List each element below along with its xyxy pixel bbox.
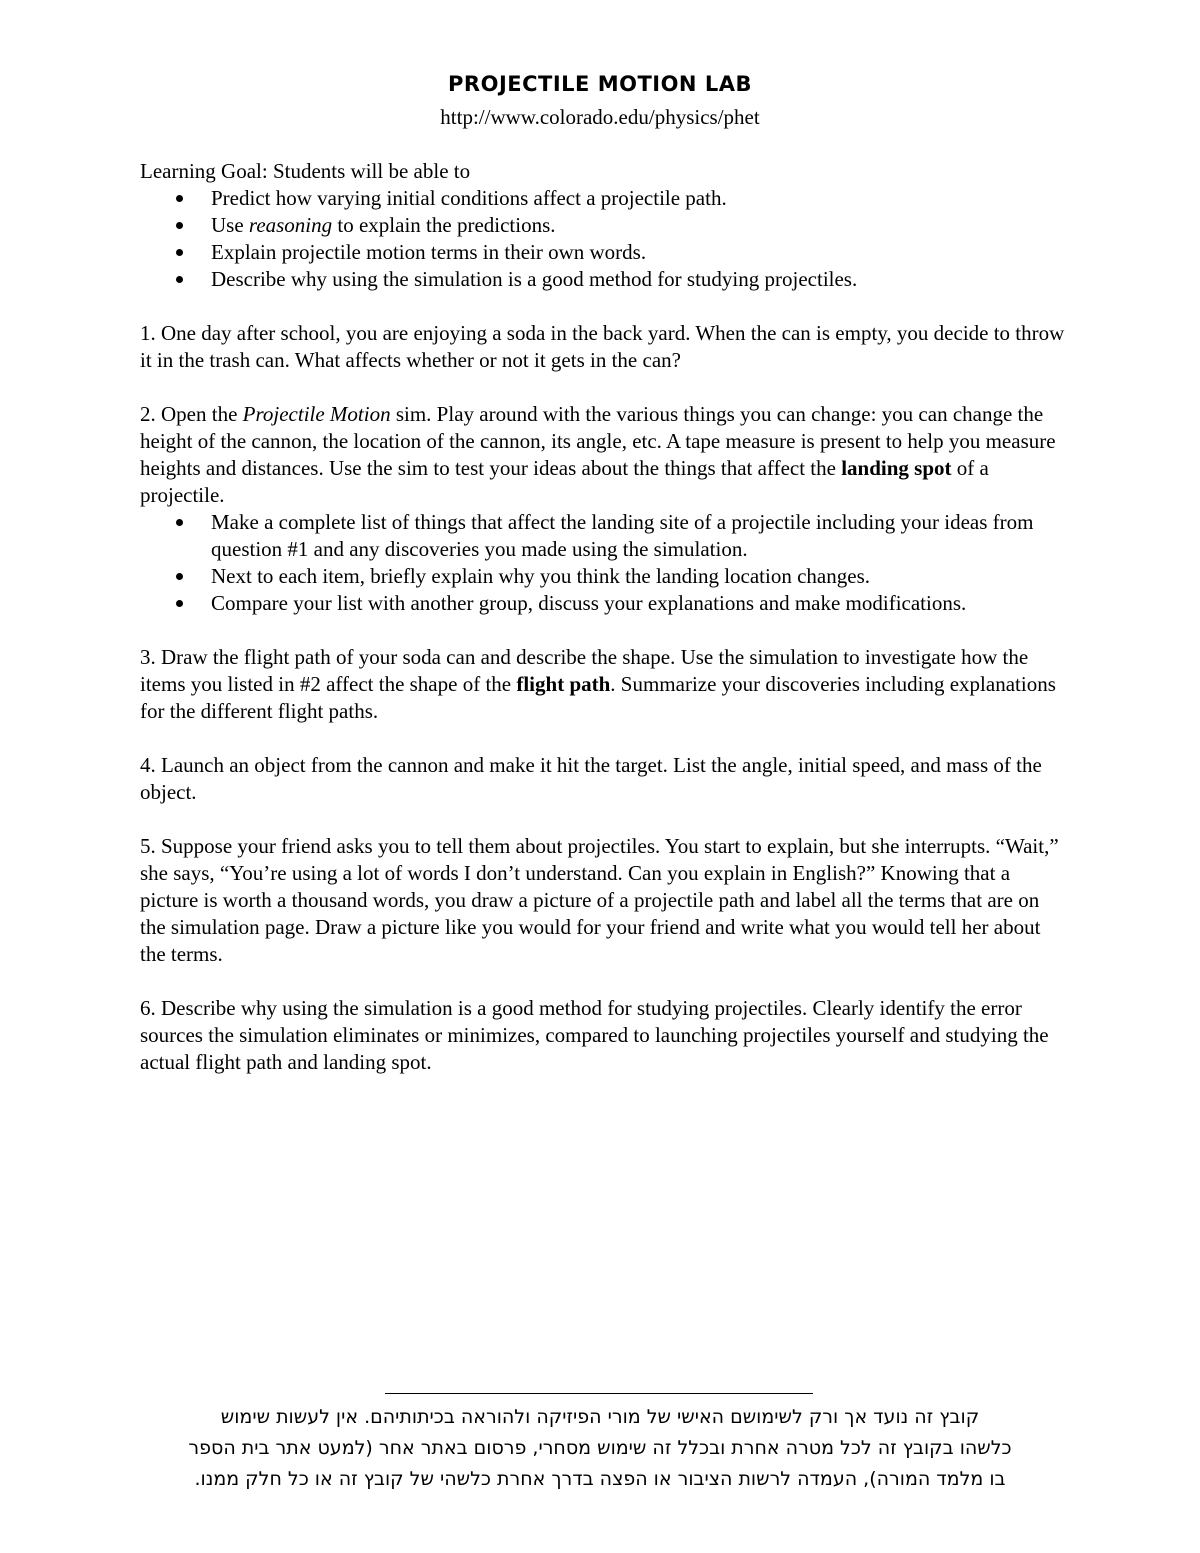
learning-goal-item: Describe why using the simulation is a good method for studying projectiles. [140,266,1070,293]
learning-goal-item: Predict how varying initial conditions affect a projectile path. [140,185,1070,212]
question-text: . Summarize your discoveries including explanations for the different flight paths. [140,672,1056,723]
copyright-line: כלשהו בקובץ זה לכל מטרה אחרת ובכלל זה שימוש מסחרי, פרסום באתר אחר (למעט אתר בית הספר [188,1437,1012,1459]
emphasis-text: reasoning [248,213,333,237]
question-2-item: Next to each item, briefly explain why you think the landing location changes. [140,563,1070,590]
question-text: of a projectile. [140,456,989,507]
sim-name: Projectile Motion [242,402,391,426]
bold-term: flight path [516,672,611,696]
page-title: PROJECTILE MOTION LAB [448,72,752,96]
question-2-item: Make a complete list of things that affect the landing site of a projectile including your ideas from question #1 and any discoveries you made using the simulation. [140,509,1070,563]
question-text: 2. Open the [140,402,243,426]
question-2-item: Compare your list with another group, discuss your explanations and make modifications. [140,590,1070,617]
learning-goal-list [140,185,1070,293]
bold-term: landing spot [841,456,952,480]
learning-goal-item [140,212,1070,239]
copyright-line: בו מלמד המורה), העמדה לרשות הציבור או הפצה בדרך אחרת כלשהי של קובץ זה או כל חלק ממנו. [194,1468,1006,1490]
question-2-list [140,509,1070,617]
copyright-line: קובץ זה נועד אך ורק לשימושם האישי של מורי הפיזיקה ולהוראה בכיתותיהם. אין לעשות שימוש [220,1406,980,1428]
document-body [140,158,1070,1076]
question-2 [140,401,1070,509]
learning-goal-text: Use [211,213,249,237]
footer-divider [385,1393,813,1394]
learning-goal-intro: Learning Goal: Students will be able to [140,159,471,183]
question-5: 5. Suppose your friend asks you to tell them about projectiles. You start to explain, but she interrupts. “Wait,” she says, “You’re using a lot of words I don’t understand. Can you explain in English?” Knowing that a picture is worth a thousand words, you draw a picture of a projectile path and label all the terms that are on the simulation page. Draw a picture like you would for your friend and write what you would tell her about the terms. [140,834,1059,966]
copyright-notice [140,1402,1060,1495]
question-1: 1. One day after school, you are enjoying a soda in the back yard. When the can is empty, you decide to throw it in the trash can. What affects whether or not it gets in the can? [140,321,1065,372]
question-text: 3. Draw the flight path of your soda can and describe the shape. Use the simulation to investigate how the items you listed in #2 affect the shape of the [140,645,1029,696]
question-6: 6. Describe why using the simulation is a good method for studying projectiles. Clearly identify the error sources the simulation eliminates or minimizes, compared to launching projectiles yourself and studying the actual flight path and landing spot. [140,996,1049,1074]
learning-goal-text: to explain the predictions. [332,213,556,237]
question-3 [140,644,1070,725]
source-url: http://www.colorado.edu/physics/phet [440,105,760,129]
question-text: sim. Play around with the various things you can change: you can change the height of the cannon, the location of the cannon, its angle, etc. A tape measure is present to help you measure heights and distances. Use the sim to test your ideas about the things that affect the [140,402,1056,480]
learning-goal-item: Explain projectile motion terms in their own words. [140,239,1070,266]
question-4: 4. Launch an object from the cannon and make it hit the target. List the angle, initial speed, and mass of the object. [140,753,1042,804]
